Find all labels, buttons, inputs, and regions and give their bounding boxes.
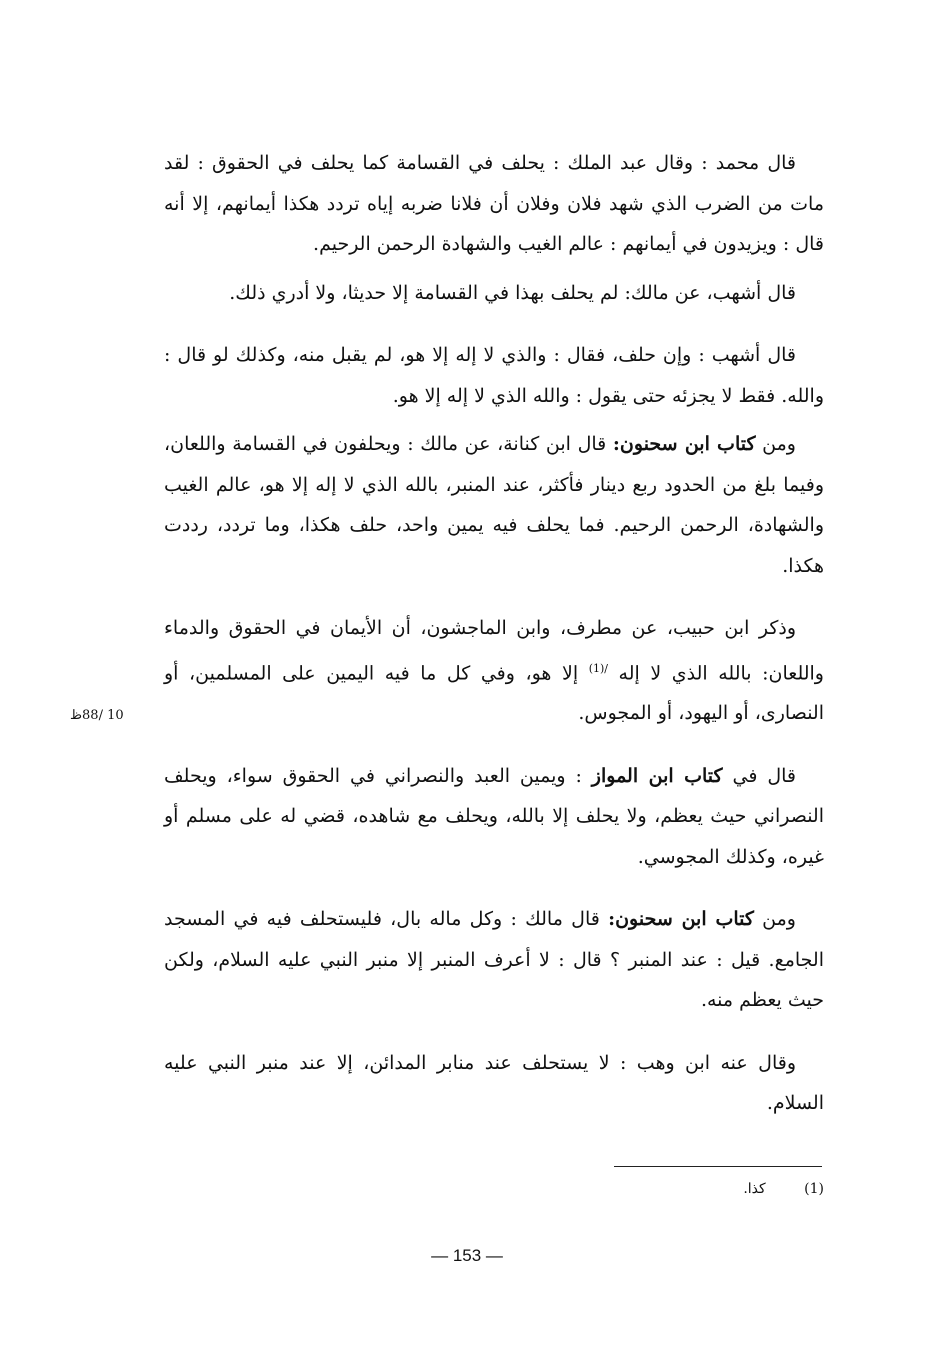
page-number: — 153 —: [431, 1246, 503, 1265]
paragraph: [164, 899, 824, 1021]
book-title: كتاب ابن سحنون:: [612, 433, 756, 455]
paragraph: [164, 756, 824, 878]
paragraph-prefix: ومن: [762, 433, 796, 455]
paragraph-body: قال مالك : وكل ماله بال، فليستحلف فيه في المسجد الجامع. قيل : عند المنبر ؟ قال : لا أعرف المنبر إلا منبر النبي عليه السلام، ولكن حيث يعظم منه.: [164, 908, 824, 1012]
footnote-divider: [614, 1166, 822, 1167]
book-title: كتاب ابن المواز: [591, 764, 723, 787]
paragraph: قال محمد : وقال عبد الملك : يحلف في القسامة كما يحلف في الحقوق : لقد مات من الضرب الذي شهد فلان وفلان أن فلانا ضربه إياه تردد هكذا أيمانهم، إلا أنه قال : ويزيدون في أيمانهم : عالم الغيب والشهادة الرحمن الرحيم.: [164, 152, 824, 255]
paragraph-body: : ويمين العبد والنصراني في الحقوق سواء، ويحلف النصراني حيث يعظم، ولا يحلف إلا بالله، ويحلف مع شاهده، قضي له على مسلم أو غيره، وكذلك المجوسي.: [164, 764, 824, 868]
paragraph: قال أشهب : وإن حلف، فقال : والذي لا إله إلا هو، لم يقبل منه، وكذلك لو قال : والله. فقط لا يجزئه حتى يقول : والله الذي لا إله إلا هو.: [164, 344, 824, 407]
paragraph-prefix: ومن: [762, 908, 796, 931]
paragraph: وقال عنه ابن وهب : لا يستحلف عند منابر المدائن، إلا عند منبر النبي عليه السلام.: [164, 1051, 824, 1115]
paragraph-body: إلا هو، وفي كل ما فيه اليمين على المسلمين، أو النصارى، أو اليهود، أو المجوس.: [164, 661, 824, 725]
paragraph: قال أشهب، عن مالك: لم يحلف بهذا في القسامة إلا حديثا، ولا أدري ذلك.: [229, 281, 796, 304]
margin-reference: 10 /88ظ: [70, 708, 124, 723]
book-title: كتاب ابن سحنون:: [608, 908, 754, 931]
paragraph-prefix: قال في: [732, 764, 797, 787]
paragraph: [164, 608, 824, 734]
paragraph-body: وذكر ابن حبيب، عن مطرف، وابن الماجشون، أن الأيمان في الحقوق والدماء واللعان: بالله الذي لا إله: [164, 617, 824, 684]
paragraph-body: قال ابن كنانة، عن مالك : ويحلفون في القسامة واللعان، وفيما بلغ من الحدود ربع دينار فأكثر، عند المنبر، بالله الذي لا إله إلا هو، عالم الغيب والشهادة، الرحمن الرحيم. فما يحلف فيه يمين واحد، حلف هكذا، وما تردد، رددت هكذا.: [164, 433, 824, 577]
footnote-number: (1): [804, 1181, 824, 1197]
footnote: [614, 1176, 824, 1202]
paragraph: [164, 424, 824, 586]
footnote-text: كذا.: [743, 1181, 766, 1197]
footnote-marker: /(1): [588, 661, 608, 675]
main-text: [164, 143, 824, 1124]
